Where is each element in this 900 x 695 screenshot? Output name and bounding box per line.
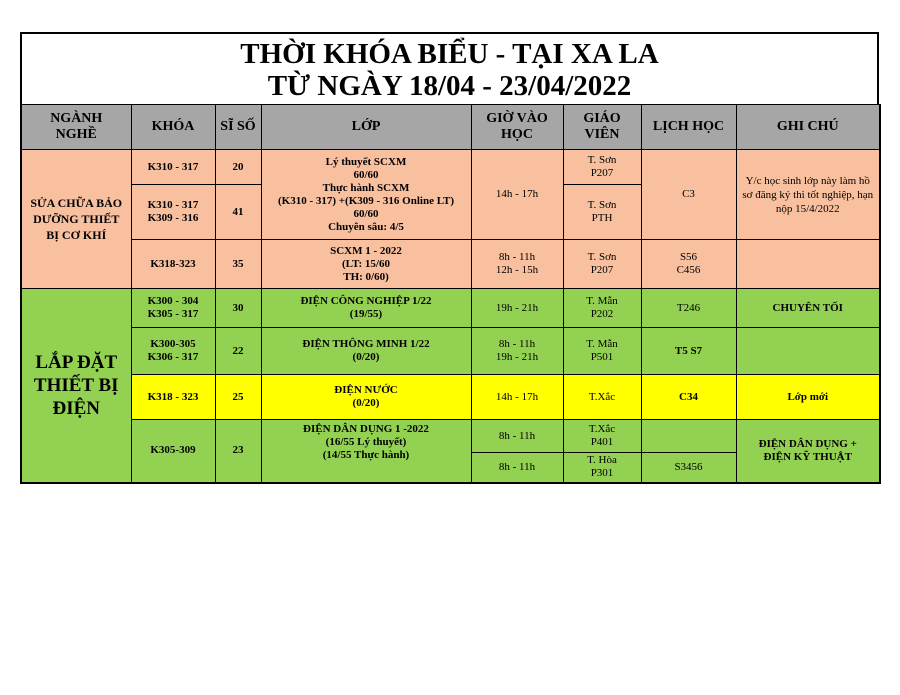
header-si-so: SĨ SỐ bbox=[215, 105, 261, 150]
gio-cell: 8h - 11h 12h - 15h bbox=[471, 240, 563, 289]
si-so-cell: 22 bbox=[215, 328, 261, 375]
giao-vien-cell: T. Mẫn P202 bbox=[563, 289, 641, 328]
header-giao-vien: GIÁO VIÊN bbox=[563, 105, 641, 150]
giao-vien-cell: T. Mẫn P501 bbox=[563, 328, 641, 375]
lop-cell: ĐIỆN CÔNG NGHIỆP 1/22 (19/55) bbox=[261, 289, 471, 328]
giao-vien-cell: T. Hòa P301 bbox=[563, 453, 641, 483]
si-so-cell: 35 bbox=[215, 240, 261, 289]
lich-hoc-cell bbox=[641, 420, 736, 453]
ghi-chu-cell: CHUYÊN TỐI bbox=[736, 289, 880, 328]
si-so-cell: 20 bbox=[215, 150, 261, 185]
header-nganh-nghe: NGÀNH NGHỀ bbox=[21, 105, 131, 150]
lop-cell: ĐIỆN NƯỚC (0/20) bbox=[261, 375, 471, 420]
lop-cell: Lý thuyết SCXM 60/60 Thực hành SCXM (K310 - 317) +(K309 - 316 Online LT) 60/60 Chuyên sâu: 4/5 bbox=[261, 150, 471, 240]
giao-vien-cell: T.Xắc P401 bbox=[563, 420, 641, 453]
lich-hoc-cell: C3 bbox=[641, 150, 736, 240]
header-row bbox=[21, 105, 880, 150]
timetable-sheet bbox=[20, 32, 879, 484]
lich-hoc-cell: T5 S7 bbox=[641, 328, 736, 375]
lop-cell: ĐIỆN THÔNG MINH 1/22 (0/20) bbox=[261, 328, 471, 375]
table-row bbox=[21, 240, 880, 289]
si-so-cell: 41 bbox=[215, 185, 261, 240]
table-row bbox=[21, 328, 880, 375]
gio-cell: 8h - 11h 19h - 21h bbox=[471, 328, 563, 375]
gio-cell: 8h - 11h bbox=[471, 453, 563, 483]
table-row bbox=[21, 420, 880, 453]
header-lop: LỚP bbox=[261, 105, 471, 150]
giao-vien-cell: T. Sơn P207 bbox=[563, 240, 641, 289]
giao-vien-cell: T. Sơn P207 bbox=[563, 150, 641, 185]
header-khoa: KHÓA bbox=[131, 105, 215, 150]
lop-cell: ĐIỆN DÂN DỤNG 1 -2022 (16/55 Lý thuyết) (14/55 Thực hành) bbox=[261, 420, 471, 483]
khoa-cell: K300-305 K306 - 317 bbox=[131, 328, 215, 375]
si-so-cell: 25 bbox=[215, 375, 261, 420]
khoa-cell: K305-309 bbox=[131, 420, 215, 483]
giao-vien-cell: T. Sơn PTH bbox=[563, 185, 641, 240]
lich-hoc-cell: T246 bbox=[641, 289, 736, 328]
lich-hoc-cell: C34 bbox=[641, 375, 736, 420]
title-box bbox=[20, 32, 879, 104]
dept-cell-sua-chua: SỬA CHỮA BẢO DƯỠNG THIẾT BỊ CƠ KHÍ bbox=[21, 150, 131, 289]
ghi-chu-cell: Lớp mới bbox=[736, 375, 880, 420]
khoa-cell: K318-323 bbox=[131, 240, 215, 289]
si-so-cell: 23 bbox=[215, 420, 261, 483]
gio-cell: 19h - 21h bbox=[471, 289, 563, 328]
khoa-cell: K300 - 304 K305 - 317 bbox=[131, 289, 215, 328]
dept-cell-lap-dat: LẮP ĐẶT THIẾT BỊ ĐIỆN bbox=[21, 289, 131, 483]
si-so-cell: 30 bbox=[215, 289, 261, 328]
lich-hoc-cell: S3456 bbox=[641, 453, 736, 483]
lich-hoc-cell: S56 C456 bbox=[641, 240, 736, 289]
header-lich-hoc: LỊCH HỌC bbox=[641, 105, 736, 150]
title-line-2: TỪ NGÀY 18/04 - 23/04/2022 bbox=[267, 70, 632, 102]
header-gio-vao-hoc: GIỜ VÀO HỌC bbox=[471, 105, 563, 150]
gio-cell: 14h - 17h bbox=[471, 150, 563, 240]
giao-vien-cell: T.Xắc bbox=[563, 375, 641, 420]
ghi-chu-cell bbox=[736, 240, 880, 289]
khoa-cell: K310 - 317 bbox=[131, 150, 215, 185]
khoa-cell: K318 - 323 bbox=[131, 375, 215, 420]
khoa-cell: K310 - 317 K309 - 316 bbox=[131, 185, 215, 240]
ghi-chu-cell: Y/c học sinh lớp này làm hồ sơ đăng ký thi tốt nghiệp, hạn nộp 15/4/2022 bbox=[736, 150, 880, 240]
table-row bbox=[21, 289, 880, 328]
table-row bbox=[21, 375, 880, 420]
header-ghi-chu: GHI CHÚ bbox=[736, 105, 880, 150]
gio-cell: 8h - 11h bbox=[471, 420, 563, 453]
schedule-table bbox=[20, 104, 881, 484]
title-line-1: THỜI KHÓA BIỂU - TẠI XA LA bbox=[240, 38, 659, 70]
ghi-chu-cell bbox=[736, 328, 880, 375]
table-row bbox=[21, 150, 880, 185]
lop-cell: SCXM 1 - 2022 (LT: 15/60 TH: 0/60) bbox=[261, 240, 471, 289]
gio-cell: 14h - 17h bbox=[471, 375, 563, 420]
ghi-chu-cell: ĐIỆN DÂN DỤNG + ĐIỆN KỸ THUẬT bbox=[736, 420, 880, 483]
